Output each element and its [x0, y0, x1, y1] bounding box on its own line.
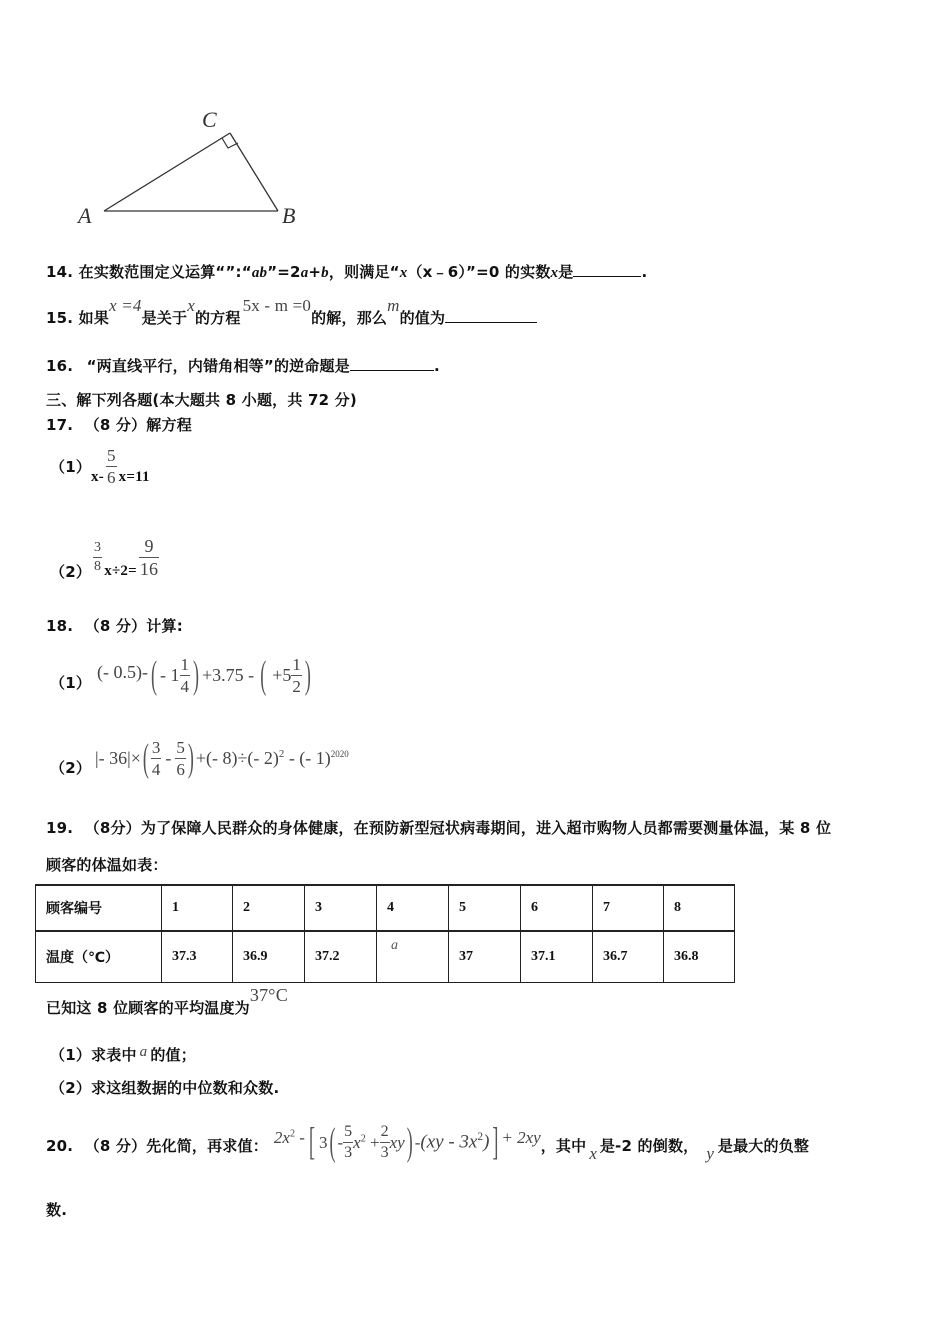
- fraction: $\frac{3}{4}$: [151, 737, 161, 779]
- fraction: $\frac{5}{6}$: [106, 446, 116, 487]
- table-cell: 2: [233, 885, 305, 931]
- question-19-sub-2: （2）求这组数据的中位数和众数.: [50, 1079, 280, 1097]
- table-cell: 36.8: [664, 931, 735, 983]
- triangle-figure: [70, 105, 330, 235]
- question-17-title: 17. （8 分）解方程: [46, 416, 192, 434]
- table-cell-unknown: a: [377, 931, 449, 983]
- question-15: 15. 如果x =4是关于x的方程5x - m =0的解，那么m的值为: [46, 307, 537, 328]
- question-14: 14. 在实数范围定义运算“”:“ab”=2a+b，则满足“x（x﹣6）”=0 的实数x是 .: [46, 263, 648, 281]
- question-number: 15.: [46, 309, 74, 327]
- left-paren: (: [151, 651, 158, 696]
- right-paren: ): [193, 651, 200, 696]
- fraction: $\frac{9}{16}$: [139, 536, 159, 579]
- question-20-continued: 数.: [46, 1201, 68, 1219]
- question-number: 18.: [46, 617, 74, 635]
- question-number: 17.: [46, 416, 74, 434]
- question-17-part-1: （1） x- $\frac{5}{6}$ x=11: [50, 446, 150, 487]
- answer-blank[interactable]: [350, 369, 434, 371]
- table-cell: 36.7: [593, 931, 664, 983]
- vertex-label-b: B: [282, 203, 296, 228]
- right-paren: ): [406, 1119, 413, 1164]
- question-18-part-1: （1） (- 0.5)- ( - 1 $\frac{1}{4}$ ) +3.75 - ( +5 $\frac{1}{2}$ ): [50, 650, 314, 700]
- temperature-table: [35, 884, 735, 983]
- left-bracket: [: [308, 1119, 315, 1164]
- question-19-line1: 19. （8分）为了保障人民群众的身体健康，在预防新型冠状病毒期间，进入超市购物人员都需要测量体温，某 8 位: [46, 819, 832, 837]
- question-number: 19.: [46, 819, 74, 837]
- question-18-part-2: （2） |- 36|× ( $\frac{3}{4}$ - $\frac{5}{6}$ ) +(- 8)÷(- 2)$^2$ - (- 1)$^{2020}$: [50, 733, 349, 783]
- question-19-line2: 顾客的体温如表：: [46, 856, 168, 874]
- table-cell: 6: [521, 885, 593, 931]
- table-cell: 37.2: [305, 931, 377, 983]
- table-cell: 3: [305, 885, 377, 931]
- fraction: $\frac{5}{3}$: [344, 1123, 353, 1161]
- left-paren: (: [329, 1119, 336, 1164]
- fraction: $\frac{2}{3}$: [380, 1123, 389, 1161]
- left-paren: (: [260, 651, 267, 696]
- table-cell: 36.9: [233, 931, 305, 983]
- table-cell: 8: [664, 885, 735, 931]
- right-bracket: ]: [492, 1119, 499, 1164]
- question-16: 16. “两直线平行，内错角相等”的逆命题是 .: [46, 357, 440, 375]
- question-number: 16.: [46, 357, 74, 375]
- right-paren: ): [304, 651, 311, 696]
- table-row-temps: [36, 931, 735, 983]
- table-row-ids: [36, 885, 735, 931]
- table-cell: 1: [162, 885, 233, 931]
- table-cell: 37.1: [521, 931, 593, 983]
- vertex-label-c: C: [202, 107, 217, 132]
- table-cell: 37: [449, 931, 521, 983]
- right-paren: ): [187, 734, 194, 779]
- question-19-average: 已知这 8 位顾客的平均温度为37°C: [46, 985, 288, 1017]
- table-header-label: 顾客编号: [36, 885, 162, 931]
- question-20: 20. （8 分）先化简，再求值： $2x^2$ - [ 3 ( - $\frac{5}{3}$ $x^2$ + $\frac{2}{3}$ xy ) - $(xy - 3x^2)$ ] + 2xy ，其中 x 是-2 的倒数， y 是最大的负整: [46, 1115, 809, 1170]
- table-cell: 37.3: [162, 931, 233, 983]
- left-paren: (: [142, 734, 149, 779]
- fraction: $\frac{1}{2}$: [292, 654, 301, 696]
- question-number: 14.: [46, 263, 74, 281]
- table-cell: 4: [377, 885, 449, 931]
- fraction: $\frac{3}{8}$: [94, 540, 102, 574]
- table-cell: 5: [449, 885, 521, 931]
- fraction: $\frac{5}{6}$: [176, 737, 185, 779]
- table-row-label: 温度（℃）: [36, 931, 162, 983]
- answer-blank[interactable]: [573, 275, 641, 277]
- question-19-sub-1: （1）求表中 a 的值；: [50, 1044, 196, 1064]
- section-heading: 三、解下列各题(本大题共 8 小题，共 72 分): [46, 391, 357, 409]
- table-cell: 7: [593, 885, 664, 931]
- answer-blank[interactable]: [445, 321, 537, 323]
- question-18-title: 18. （8 分）计算:: [46, 617, 183, 635]
- question-number: 20.: [46, 1137, 74, 1155]
- question-17-part-2: （2） $\frac{3}{8}$ x÷2= $\frac{9}{16}$: [50, 536, 159, 581]
- vertex-label-a: A: [78, 203, 92, 228]
- fraction: $\frac{1}{4}$: [180, 654, 190, 696]
